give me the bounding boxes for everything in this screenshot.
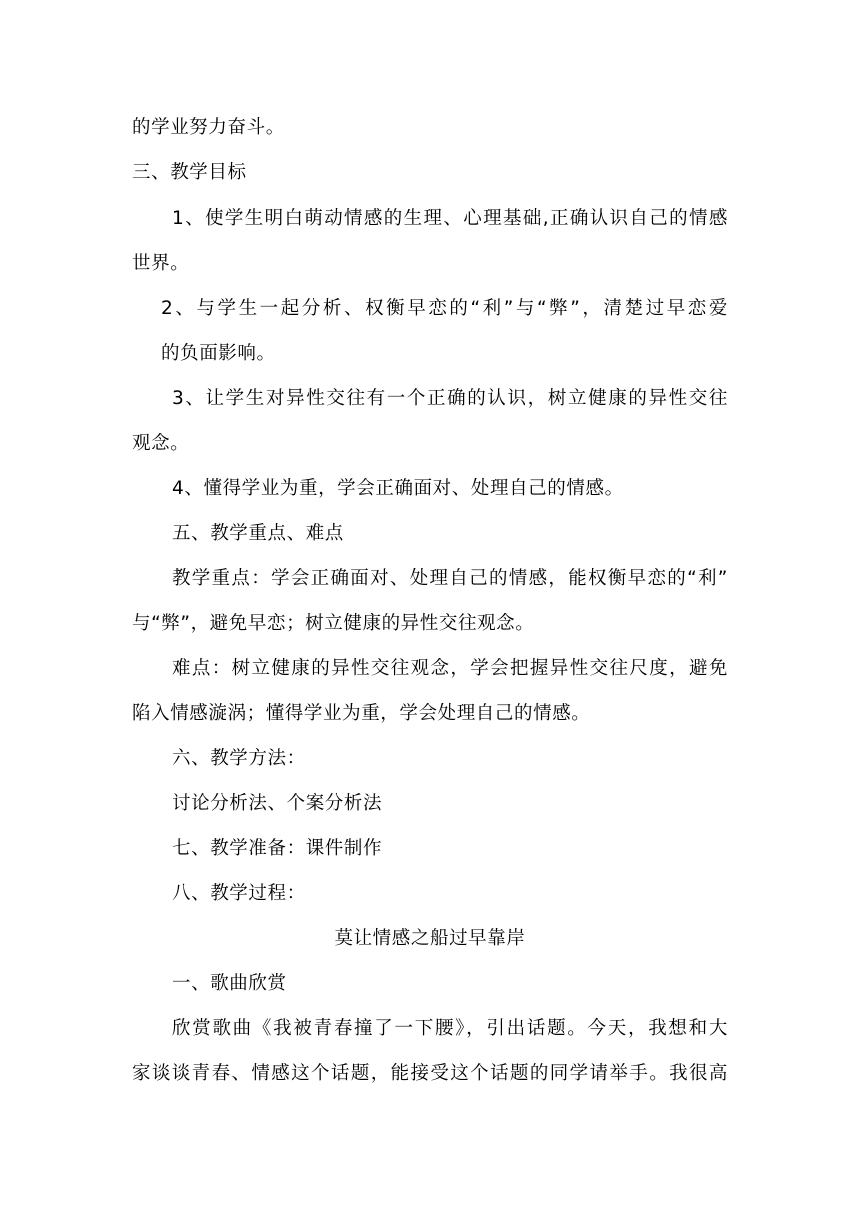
section-heading: 八、教学过程：: [172, 883, 306, 904]
text-line: 观念。: [132, 433, 190, 454]
section-heading: 七、教学准备：课件制作: [172, 838, 383, 859]
section-heading: 五、教学重点、难点: [172, 523, 344, 544]
text-line: 欣赏歌曲《我被青春撞了一下腰》，引出话题。今天，我想和大: [172, 1018, 728, 1039]
text-line: 的学业努力奋斗。: [132, 117, 285, 138]
text-line: 2、与学生一起分析、权衡早恋的“利”与“弊”，清楚过早恋爱: [161, 298, 728, 319]
text-line: 家谈谈青春、情感这个话题，能接受这个话题的同学请举手。我很高: [132, 1063, 728, 1084]
text-line: 1、使学生明白萌动情感的生理、心理基础,正确认识自己的情感: [172, 208, 728, 229]
section-heading: 六、教学方法：: [172, 748, 306, 769]
text-line: 与“弊”，避免早恋；树立健康的异性交往观念。: [132, 613, 535, 634]
text-line: 讨论分析法、个案分析法: [172, 793, 383, 814]
text-line: 教学重点：学会正确面对、处理自己的情感，能权衡早恋的“利”: [172, 568, 728, 589]
text-line: 的负面影响。: [161, 343, 276, 364]
text-line: 4、懂得学业为重，学会正确面对、处理自己的情感。: [172, 478, 624, 499]
lesson-title: 莫让情感之船过早靠岸: [334, 928, 526, 949]
section-heading: 一、歌曲欣赏: [172, 973, 287, 994]
text-line: 难点：树立健康的异性交往观念，学会把握异性交往尺度，避免: [172, 658, 728, 679]
text-line: 3、让学生对异性交往有一个正确的认识，树立健康的异性交往: [172, 388, 728, 409]
section-heading: 三、教学目标: [132, 162, 247, 183]
text-line: 世界。: [132, 253, 190, 274]
text-line: 陷入情感漩涡；懂得学业为重，学会处理自己的情感。: [132, 703, 591, 724]
